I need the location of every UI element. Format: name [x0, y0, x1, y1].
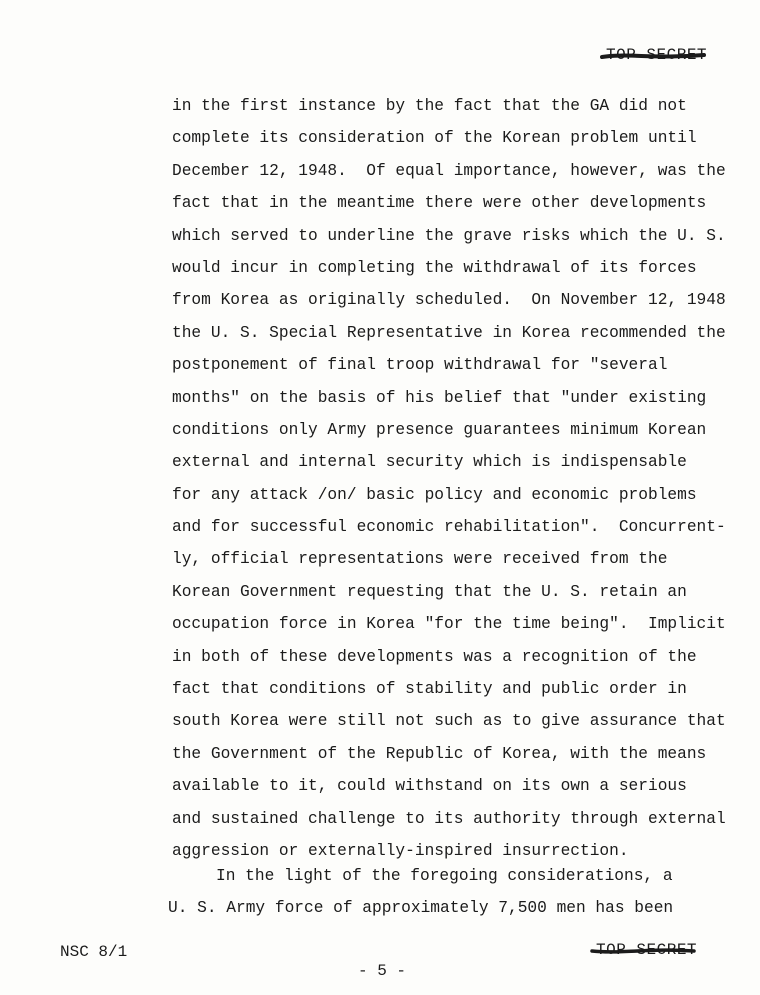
text-line: U. S. Army force of approximately 7,500 men has been [168, 899, 674, 918]
text-line: In the light of the foregoing considerations, a [216, 867, 673, 885]
text-line: postponement of final troop withdrawal for "several [172, 356, 668, 375]
header-classification-text: TOP SECRET [606, 46, 708, 64]
text-line: complete its consideration of the Korean problem until [172, 129, 697, 148]
text-line: fact that conditions of stability and public order in [172, 680, 687, 699]
text-line: in both of these developments was a recognition of the [172, 647, 697, 666]
text-line: the Government of the Republic of Korea, with the means [172, 744, 707, 763]
text-line: conditions only Army presence guarantees minimum Korean [172, 420, 707, 439]
text-line: months" on the basis of his belief that "under existing [172, 388, 707, 407]
text-line: would incur in completing the withdrawal of its forces [172, 258, 697, 277]
text-line: Korean Government requesting that the U. S. retain an [172, 582, 687, 601]
text-line: in the first instance by the fact that the GA did not [172, 97, 687, 115]
header-classification [606, 46, 707, 64]
text-line: external and internal security which is indispensable [172, 453, 687, 472]
text-line: and for successful economic rehabilitation". Concurrent- [172, 518, 726, 537]
text-line: fact that in the meantime there were other developments [172, 194, 707, 213]
document-id: NSC 8/1 [60, 943, 128, 961]
text-line: from Korea as originally scheduled. On November 12, 1948 [172, 291, 726, 310]
text-line: south Korea were still not such as to give assurance that [172, 712, 726, 731]
page-number: - 5 - [358, 962, 407, 980]
text-line: December 12, 1948. Of equal importance, however, was the [172, 161, 726, 180]
text-line: for any attack /on/ basic policy and economic problems [172, 485, 697, 504]
text-line: occupation force in Korea "for the time being". Implicit [172, 615, 726, 634]
text-line: ly, official representations were received from the [172, 550, 668, 569]
footer-classification-text: TOP SECRET [596, 941, 698, 959]
text-line: and sustained challenge to its authority through external [172, 809, 726, 828]
footer-classification [596, 941, 697, 959]
text-line: the U. S. Special Representative in Korea recommended the [172, 323, 726, 342]
text-line: aggression or externally-inspired insurrection. [172, 841, 629, 860]
text-line: available to it, could withstand on its own a serious [172, 777, 687, 796]
text-line: which served to underline the grave risks which the U. S. [172, 226, 726, 245]
paragraph-2 [168, 860, 732, 925]
paragraph-1 [172, 90, 732, 867]
